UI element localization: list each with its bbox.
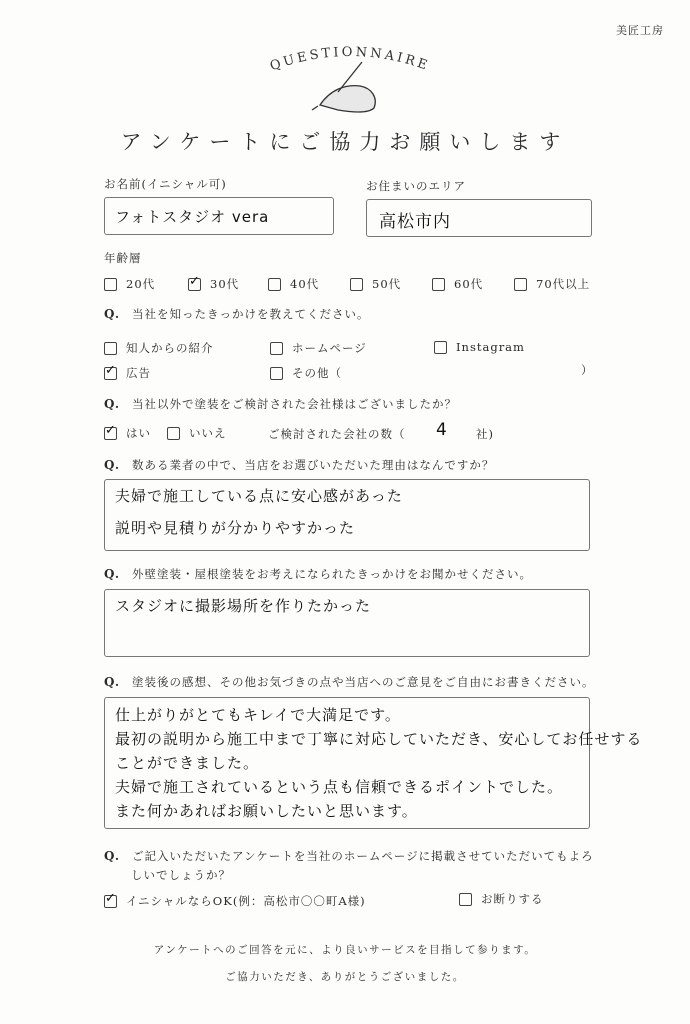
area-field[interactable] [366,199,592,237]
q1-3-option[interactable] [104,365,151,381]
writing-hand-icon [312,62,375,112]
q6-question-line2: しいでしょうか？ [131,868,231,882]
name-field[interactable] [104,197,334,235]
company-count-label: ご検討された会社の数（ [268,427,406,441]
age-5-label: 70代以上 [536,277,591,291]
q1-3-checkbox[interactable] [104,367,117,380]
age-2-checkbox[interactable] [268,278,281,291]
questionnaire-logo [0,40,690,120]
age-4-checkbox[interactable] [432,278,445,291]
no-checkbox[interactable] [167,427,180,440]
age-label: 年齢層 [104,251,142,265]
footer-line-1: アンケートへのご回答を元に、より良いサービスを目指して参ります。 [153,944,537,956]
q1-1-checkbox[interactable] [270,342,283,355]
company-count-unit: 社) [476,427,494,441]
q5-answer-line: 夫婦で施工されているという点も信頼できるポイントでした。 [115,778,564,796]
q5-answer-line: ことができました。 [115,754,260,772]
q1-1-option[interactable] [270,340,367,356]
age-3-label: 50代 [372,277,402,291]
q3-question: Q. 数ある業者の中で、当店をお選びいただいた理由はなんですか？ [104,458,495,472]
q6-decline-option[interactable]: お断りする [459,891,544,907]
area-value: 高松市内 [379,212,451,232]
q1-2-label: Instagram [456,340,525,354]
logo-text: QUESTIONNAIRE [268,44,432,75]
q2-no-option[interactable]: いいえ [167,425,227,441]
age-4-option[interactable] [432,276,483,292]
q6-ok-option[interactable]: ✓ イニシャルならOK(例：高松市〇〇町A様) [104,893,366,909]
q5-answer-line: また何かあればお願いしたいと思います。 [115,802,418,820]
age-0-label: 20代 [126,277,156,291]
age-3-checkbox[interactable] [350,278,363,291]
footer-line-2: ご協力いただき、ありがとうございました。 [225,971,465,983]
q1-4-label: その他（ [292,366,342,380]
q4-question: Q. 外壁塗装・屋根塗装をお考えになられたきっかけをお聞かせください。 [104,567,533,581]
q1-close-paren: ） [581,363,594,377]
q4-answer-box[interactable] [104,589,590,657]
q1-2-option[interactable] [434,340,525,354]
q5-answer-box[interactable] [104,697,643,829]
decline-checkbox[interactable] [459,893,472,906]
age-1-option[interactable] [188,276,239,292]
ok-checkbox[interactable] [104,895,117,908]
q1-0-option[interactable] [104,340,214,356]
name-value: フォトスタジオ vera [115,208,270,226]
age-0-checkbox[interactable] [104,278,117,291]
age-3-option[interactable] [350,276,401,292]
age-1-checkbox[interactable] [188,278,201,291]
q5-answer-line: 仕上がりがとてもキレイで大満足です。 [115,706,401,724]
q4-answer-line: スタジオに撮影場所を作りたかった [115,597,372,615]
q3-answer-line: 夫婦で施工している点に安心感があった [115,487,403,505]
area-label: お住まいのエリア [366,179,466,193]
q1-4-option[interactable] [270,365,342,381]
q3-answer-line: 説明や見積りが分かりやすかった [115,519,356,537]
q1-question: Q. 当社を知ったきっかけを教えてください。 [104,307,370,321]
age-0-option[interactable] [104,276,155,292]
q5-question: Q. 塗装後の感想、その他お気づきの点や当店へのご意見をご自由にお書きください。 [104,675,595,689]
company-name: 美匠工房 [616,24,664,37]
company-count-value: 4 [436,420,448,440]
q3-answer-box[interactable] [104,479,590,551]
age-2-option[interactable] [268,276,319,292]
q1-2-checkbox[interactable] [434,341,447,354]
q1-0-checkbox[interactable] [104,342,117,355]
age-1-label: 30代 [210,277,240,291]
age-5-option[interactable] [514,276,590,292]
q1-1-label: ホームページ [292,341,367,355]
age-5-checkbox[interactable] [514,278,527,291]
name-label: お名前(イニシャル可) [104,177,227,191]
page-title: アンケートにご協力お願いします [120,130,570,154]
q5-answer-line: 最初の説明から施工中まで丁寧に対応していただき、安心してお任せする [115,730,643,748]
q2-yes-option[interactable]: ✓ はい [104,425,151,441]
age-2-label: 40代 [290,277,320,291]
q1-3-label: 広告 [126,366,151,380]
q1-0-label: 知人からの紹介 [126,341,214,355]
yes-checkbox[interactable] [104,427,117,440]
q6-question: Q. ご記入いただいたアンケートを当社のホームページに掲載させていただいてもよろ [104,849,594,863]
q2-question: Q. 当社以外で塗装をご検討された会社様はございましたか？ [104,397,458,411]
q1-4-checkbox[interactable] [270,367,283,380]
age-4-label: 60代 [454,277,484,291]
